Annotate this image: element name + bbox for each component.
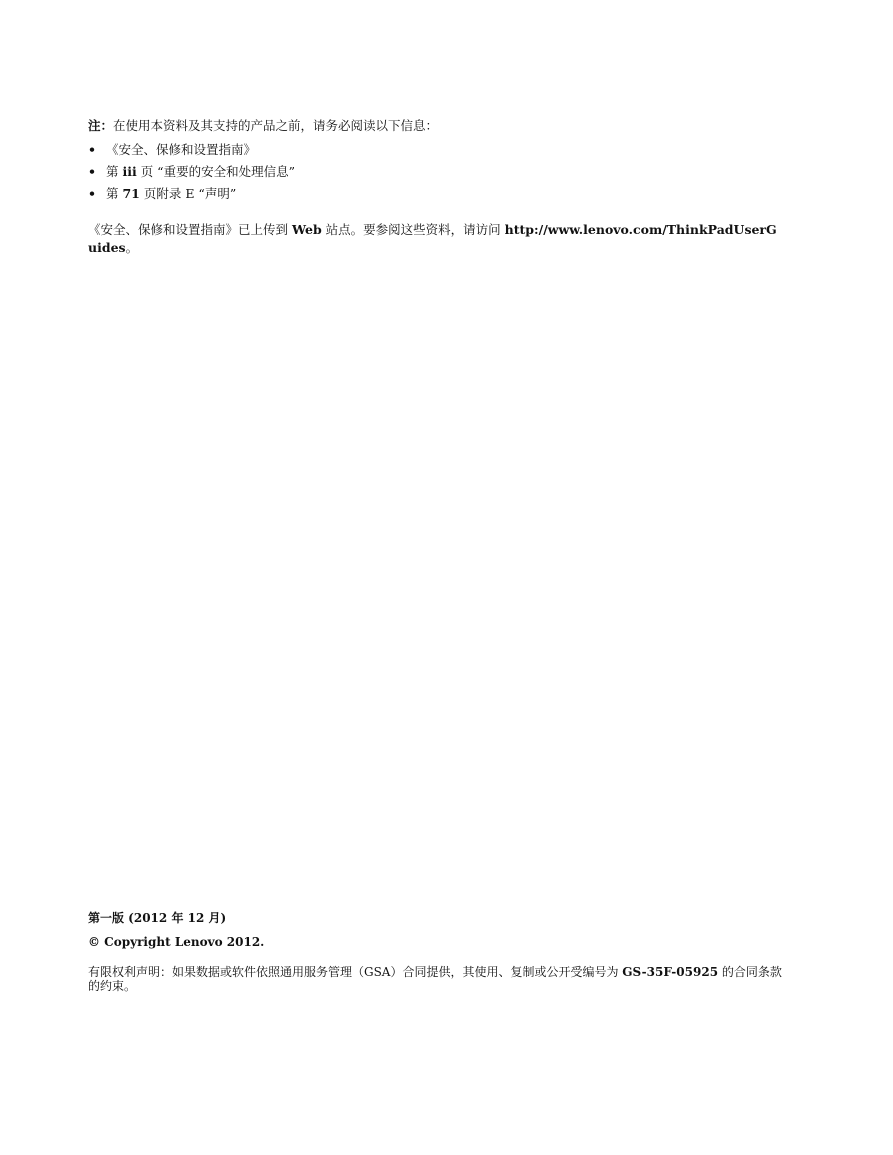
guide-paragraph [88, 221, 778, 257]
rights-text: 的合同条款的约束。 [88, 965, 782, 993]
bullet-icon: • [88, 164, 96, 179]
note-line [88, 117, 778, 135]
notice-section [88, 117, 778, 257]
bullet-icon: • [88, 186, 96, 201]
note-prefix: 注： [88, 118, 114, 133]
restricted-rights-notice [88, 965, 793, 993]
copyright-line: © Copyright Lenovo 2012. [88, 935, 265, 949]
edition-text: 月) [204, 911, 227, 925]
edition-section [88, 909, 798, 993]
web-term: Web [291, 222, 322, 237]
item-text: 《安全、保修和设置指南》 [106, 142, 257, 157]
reading-list [88, 141, 778, 203]
page-link[interactable]: iii [122, 164, 137, 179]
edition-month: 12 [187, 911, 205, 925]
para-text: 《安全、保修和设置指南》已上传到 [88, 222, 292, 237]
edition-text: 第一版 ( [88, 911, 134, 925]
list-item [88, 185, 778, 203]
item-text: 页附录 E “声明” [139, 186, 237, 201]
guides-url-link[interactable]: http://www.lenovo.com/ThinkPadUserGuides [88, 222, 777, 255]
list-item [88, 141, 778, 159]
item-text: 第 [106, 186, 123, 201]
edition-text: 年 [167, 911, 188, 925]
bullet-icon: • [88, 142, 96, 157]
page-link[interactable]: 71 [122, 186, 140, 201]
rights-text: 有限权利声明：如果数据或软件依照通用服务管理（GSA）合同提供，其使用、复制或公开受编号为 [88, 965, 623, 979]
para-text: 站点。要参阅这些资料，请访问 [321, 222, 505, 237]
list-item [88, 163, 778, 181]
item-text: 第 [106, 164, 123, 179]
note-intro: 在使用本资料及其支持的产品之前，请务必阅读以下信息： [113, 118, 439, 133]
para-text: 。 [125, 240, 139, 255]
edition-line [88, 909, 798, 927]
edition-year: 2012 [133, 911, 168, 925]
contract-number: GS-35F-05925 [622, 965, 719, 979]
item-text: 页 “重要的安全和处理信息” [136, 164, 295, 179]
